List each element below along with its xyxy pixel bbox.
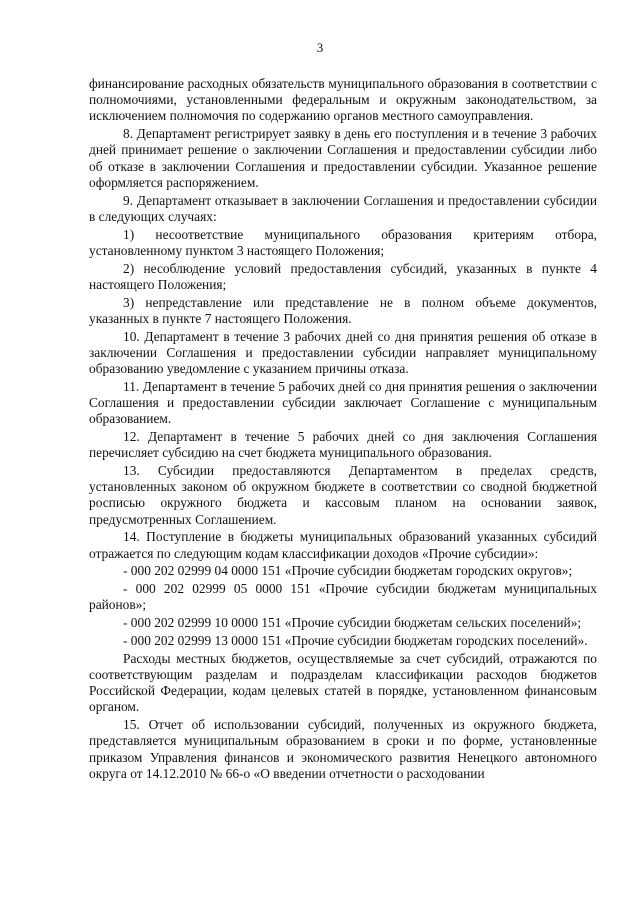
paragraph-funding-continuation: финансирование расходных обязательств муниципального образования в соответствии с полномочиями, установленными федеральным и окружным законодательством, за исключением полномочия по содержанию органов местного самоуправления. [89,76,597,124]
page-number: 3 [316,40,324,55]
paragraph-expenses: Расходы местных бюджетов, осуществляемые за счет субсидий, отражаются по соответствующим разделам и подразделам классификации расходов бюджетов Российской Федерации, кодам целевых статей в порядке, установленном финансовым органом. [89,650,597,715]
paragraph-15: 15. Отчет об использовании субсидий, полученных из окружного бюджета, представляется муниципальным образованием в сроки и по форме, установленные приказом Управления финансов и экономического развития Ненецкого автономного округа от 14.12.2010 № 66-о «О введении отчетности о расходовании [89,717,597,781]
income-code-urban-settlements: - 000 202 02999 13 0000 151 «Прочие субсидии бюджетам городских поселений». [123,633,588,649]
paragraph-9-item-3: 3) непредставление или представление не в полном объеме документов, указанных в пункте 7 настоящего Положения. [89,294,597,326]
paragraph-9-item-1: 1) несоответствие муниципального образования критериям отбора, установленному пунктом 3 настоящего Положения; [89,226,597,258]
paragraph-11: 11. Департамент в течение 5 рабочих дней со дня принятия решения о заключении Соглашения и предоставлении субсидии заключает Соглашение с муниципальным образованием. [89,378,597,427]
document-body [89,76,597,784]
paragraph-13: 13. Субсидии предоставляются Департаментом в пределах средств, установленных законом об окружном бюджете в соответствии со сводной бюджетной росписью окружного бюджета и кассовым планом на основании заявок, предусмотренных Соглашением. [89,463,597,527]
paragraph-10: 10. Департамент в течение 3 рабочих дней со дня принятия решения об отказе в заключении Соглашения и предоставлении субсидии направляет муниципальному образованию уведомление с указанием причины отказа. [89,328,597,377]
paragraph-12: 12. Департамент в течение 5 рабочих дней со дня заключения Соглашения перечисляет субсидию на счет бюджета муниципального образования. [89,429,597,461]
income-code-municipal-districts: - 000 202 02999 05 0000 151 «Прочие субсидии бюджетам муниципальных районов»; [89,581,597,613]
paragraph-9-item-2: 2) несоблюдение условий предоставления субсидий, указанных в пункте 4 настоящего Положения; [89,260,597,292]
paragraph-8: 8. Департамент регистрирует заявку в день его поступления и в течение 3 рабочих дней принимает решение о заключении Соглашения и предоставлении субсидии либо об отказе в заключении Соглашения и предоставлении субсидии. Указанное решение оформляется распоряжением. [89,126,597,190]
income-code-city-districts: - 000 202 02999 04 0000 151 «Прочие субсидии бюджетам городских округов»; [123,563,573,579]
paragraph-9: 9. Департамент отказывает в заключении Соглашения и предоставлении субсидии в следующих случаях: [89,192,597,224]
paragraph-14: 14. Поступление в бюджеты муниципальных образований указанных субсидий отражается по следующим кодам классификации доходов «Прочие субсидии»: [89,529,597,561]
income-code-rural-settlements: - 000 202 02999 10 0000 151 «Прочие субсидии бюджетам сельских поселений»; [123,615,582,631]
